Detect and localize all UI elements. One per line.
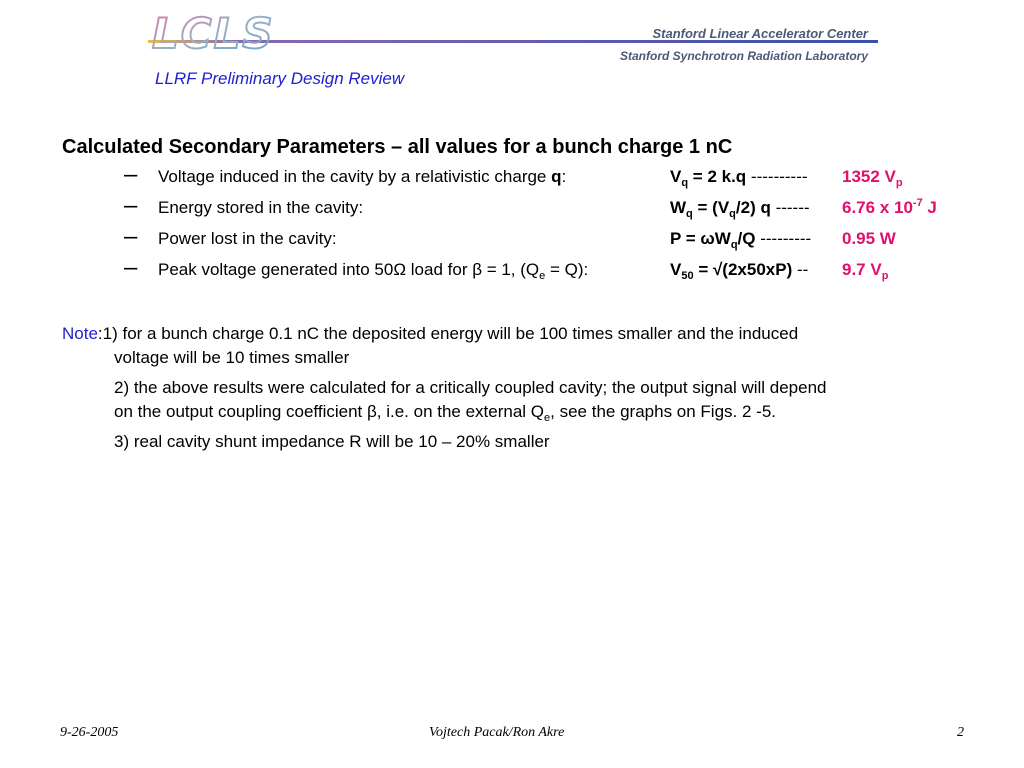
lcls-logo bbox=[148, 8, 288, 60]
bullet-description: Peak voltage generated into 50Ω load for β = 1, $(Q_e = Q)$: bbox=[158, 260, 589, 282]
note-2: 2) the above results were calculated for a critically coupled cavity; the output signal will depend on the output coupling coefficient β, i.e. on the external $Q_e$, see the graphs on Figs. 2 -5. bbox=[114, 378, 827, 424]
org-name-ssrl: Stanford Synchrotron Radiation Laboratory bbox=[619, 49, 868, 63]
note-label: Note bbox=[62, 324, 98, 343]
bullet-dash: – bbox=[124, 161, 138, 188]
bullet-result: 0.95 W bbox=[842, 229, 896, 248]
bullet-description: Energy stored in the cavity: bbox=[158, 198, 364, 217]
bullet-formula: $W_q = (V_q/2)$ q ------ bbox=[670, 198, 810, 220]
notes-block bbox=[62, 322, 942, 454]
bullet-result: 6.76 x $10^{-7}$ J bbox=[842, 197, 937, 217]
bullet-description: Voltage induced in the cavity by a relativistic charge q: bbox=[158, 167, 567, 186]
note-1-continuation: voltage will be 10 times smaller bbox=[114, 348, 350, 367]
bullet-formula: $V_{50} = √(2x50xP)$ -- bbox=[670, 260, 809, 282]
org-name-slac: Stanford Linear Accelerator Center bbox=[652, 26, 868, 41]
bullet-result: 9.7 $V_p$ bbox=[842, 260, 889, 282]
bullet-dash: – bbox=[124, 223, 138, 250]
note-3: 3) real cavity shunt impedance R will be 10 – 20% smaller bbox=[114, 432, 550, 451]
bullet-energy-stored bbox=[124, 192, 984, 224]
presentation-title: LLRF Preliminary Design Review bbox=[155, 69, 405, 88]
bullet-power-lost bbox=[124, 223, 984, 255]
footer-page-number: 2 bbox=[957, 725, 964, 740]
bullet-result: 1352 $V_p$ bbox=[842, 167, 903, 189]
footer-authors: Vojtech Pacak/Ron Akre bbox=[429, 725, 565, 740]
bullet-dash: – bbox=[124, 254, 138, 281]
bullet-voltage-induced bbox=[124, 161, 984, 193]
slide-heading: Calculated Secondary Parameters – all values for a bunch charge 1 nC bbox=[62, 136, 733, 158]
svg-text:LCLS: LCLS bbox=[152, 9, 275, 58]
bullet-peak-voltage bbox=[124, 254, 984, 286]
note-1: Note:1) for a bunch charge 0.1 nC the deposited energy will be 100 times smaller and the induced bbox=[62, 324, 799, 343]
footer-date: 9-26-2005 bbox=[60, 725, 119, 740]
bullet-description: Power lost in the cavity: bbox=[158, 229, 337, 248]
bullet-formula: $V_q = 2$ k.q ---------- bbox=[670, 167, 808, 189]
bullet-dash: – bbox=[124, 192, 138, 219]
bullet-formula: $P = \omega W_q/Q$ --------- bbox=[670, 229, 812, 251]
